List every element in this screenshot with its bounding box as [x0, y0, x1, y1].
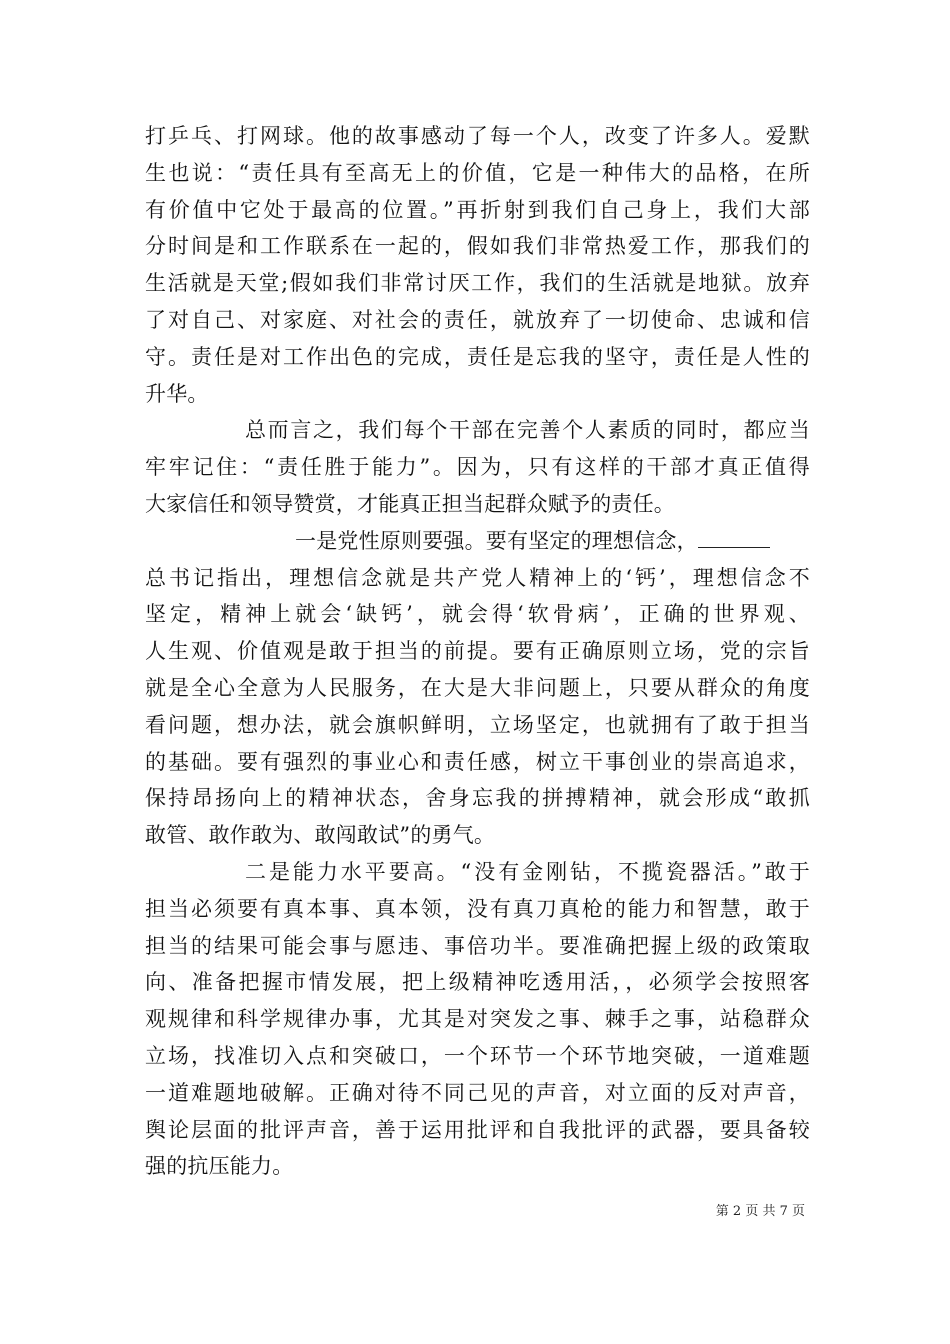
text-line: 生活就是天堂;假如我们非常讨厌工作，我们的生活就是地狱。放弃	[145, 271, 810, 296]
text-line: 打乒乓、打网球。他的故事感动了每一个人，改变了许多人。爱默	[145, 124, 810, 148]
text-line: 总书记指出，理想信念就是共产党人精神上的‘钙’，理想信念不	[145, 565, 810, 590]
text-line: 生也说：“责任具有至高无上的价值，它是一种伟大的品格，在所	[145, 160, 810, 185]
text-line: 强的抗压能力。	[145, 1154, 294, 1179]
text-line: 有价值中它处于最高的位置。”再折射到我们自己身上，我们大部	[145, 197, 810, 222]
text-line: 一是党性原则要强。要有坚定的理想信念，	[295, 528, 698, 553]
body-text	[145, 118, 810, 1185]
text-line: 看问题，想办法，就会旗帜鲜明，立场坚定，也就拥有了敢于担当	[145, 712, 810, 737]
text-line: 舆论层面的批评声音，善于运用批评和自我批评的武器，要具备较	[145, 1117, 810, 1142]
text-line: 坚定，精神上就会‘缺钙’，就会得‘软骨病’，正确的世界观、	[145, 602, 810, 627]
text-line: 大家信任和领导赞赏，才能真正担当起群众赋予的责任。	[145, 491, 675, 516]
text-line: 立场，找准切入点和突破口，一个环节一个环节地突破，一道难题	[145, 1043, 810, 1068]
text-line: 守。责任是对工作出色的完成，责任是忘我的坚守，责任是人性的	[145, 344, 810, 369]
text-line: 人生观、价值观是敢于担当的前提。要有正确原则立场，党的宗旨	[145, 639, 810, 664]
text-line: 观规律和科学规律办事，尤其是对突发之事、棘手之事，站稳群众	[145, 1007, 810, 1032]
text-line: 总而言之，我们每个干部在完善个人素质的同时，都应当	[245, 418, 810, 443]
text-line: 了对自己、对家庭、对社会的责任，就放弃了一切使命、忠诚和信	[145, 307, 810, 332]
page-number: 第 2 页 共 7 页	[715, 1204, 805, 1219]
text-line: 分时间是和工作联系在一起的，假如我们非常热爱工作，那我们的	[145, 234, 810, 259]
blank-underline	[698, 527, 770, 548]
text-line: 担当必须要有真本事、真本领，没有真刀真枪的能力和智慧，敢于	[145, 896, 810, 921]
text-line: 保持昂扬向上的精神状态，舍身忘我的拼搏精神，就会形成“敢抓	[145, 786, 810, 811]
text-line-with-blank	[145, 523, 810, 560]
text-line: 一道难题地破解。正确对待不同己见的声音，对立面的反对声音，	[145, 1080, 810, 1105]
text-line: 担当的结果可能会事与愿违、事倍功半。要准确把握上级的政策取	[145, 933, 810, 958]
text-line: 向、准备把握市情发展，把上级精神吃透用活，，必须学会按照客	[145, 970, 810, 995]
text-line: 升华。	[145, 381, 209, 406]
text-line: 二是能力水平要高。“没有金刚钻，不揽瓷器活。”敢于	[245, 859, 810, 884]
text-line: 的基础。要有强烈的事业心和责任感，树立干事创业的崇高追求，	[145, 749, 810, 774]
text-line: 牢牢记住：“责任胜于能力”。因为，只有这样的干部才真正值得	[145, 455, 810, 480]
text-line: 敢管、敢作敢为、敢闯敢试”的勇气。	[145, 823, 496, 848]
text-line: 就是全心全意为人民服务，在大是大非问题上，只要从群众的角度	[145, 675, 810, 700]
